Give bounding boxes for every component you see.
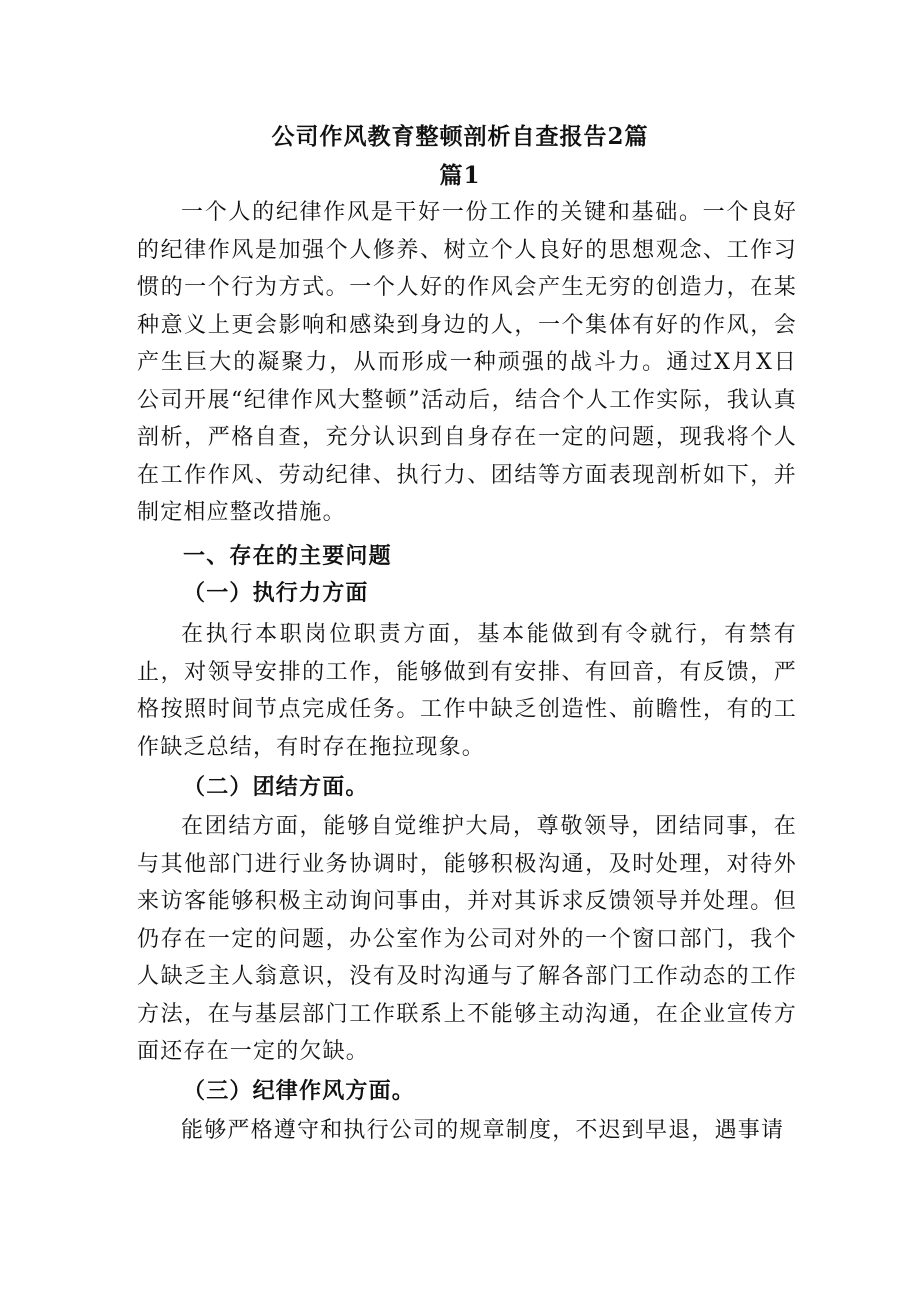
discipline-paragraph: 能够严格遵守和执行公司的规章制度，不迟到早退，遇事请 bbox=[181, 1118, 785, 1143]
subsection-heading-execution: （一）执行力方面 bbox=[183, 580, 369, 606]
execution-paragraph: 在执行本职岗位职责方面，基本能做到有令就行，有禁有止，对领导安排的工作，能够做到有安排、有回音，有反馈，严格按照时间节点完成任务。工作中缺乏创造性、前瞻性，有的工作缺乏总结，有时存在拖拉现象。 bbox=[137, 622, 797, 760]
section-heading-problems: 一、存在的主要问题 bbox=[183, 543, 392, 569]
intro-paragraph: 一个人的纪律作风是干好一份工作的关键和基础。一个良好的纪律作风是加强个人修养、树立个人良好的思想观念、工作习惯的一个行为方式。一个人好的作风会产生无穷的创造力，在某种意义上更会影响和感染到身边的人，一个集体有好的作风，会产生巨大的凝聚力，从而形成一种顽强的战斗力。通过X月X日公司开展“纪律作风大整顿”活动后，结合个人工作实际，我认真剖析，严格自查，充分认识到自身存在一定的问题，现我将个人在工作作风、劳动纪律、执行力、团结等方面表现剖析如下，并制定相应整改措施。 bbox=[137, 200, 797, 525]
document-title: 公司作风教育整顿剖析自查报告2篇 bbox=[271, 123, 649, 150]
subsection-heading-unity: （二）团结方面。 bbox=[183, 774, 369, 800]
unity-paragraph: 在团结方面，能够自觉维护大局，尊敬领导，团结同事，在与其他部门进行业务协调时，能够积极沟通，及时处理，对待外来访客能够积极主动询问事由，并对其诉求反馈领导并处理。但仍存在一定的问题，办公室作为公司对外的一个窗口部门，我个人缺乏主人翁意识，没有及时沟通与了解各部门工作动态的工作方法，在与基层部门工作联系上不能够主动沟通，在企业宣传方面还存在一定的欠缺。 bbox=[137, 814, 797, 1064]
subsection-heading-discipline: （三）纪律作风方面。 bbox=[183, 1078, 416, 1104]
document-subtitle: 篇1 bbox=[439, 162, 481, 189]
